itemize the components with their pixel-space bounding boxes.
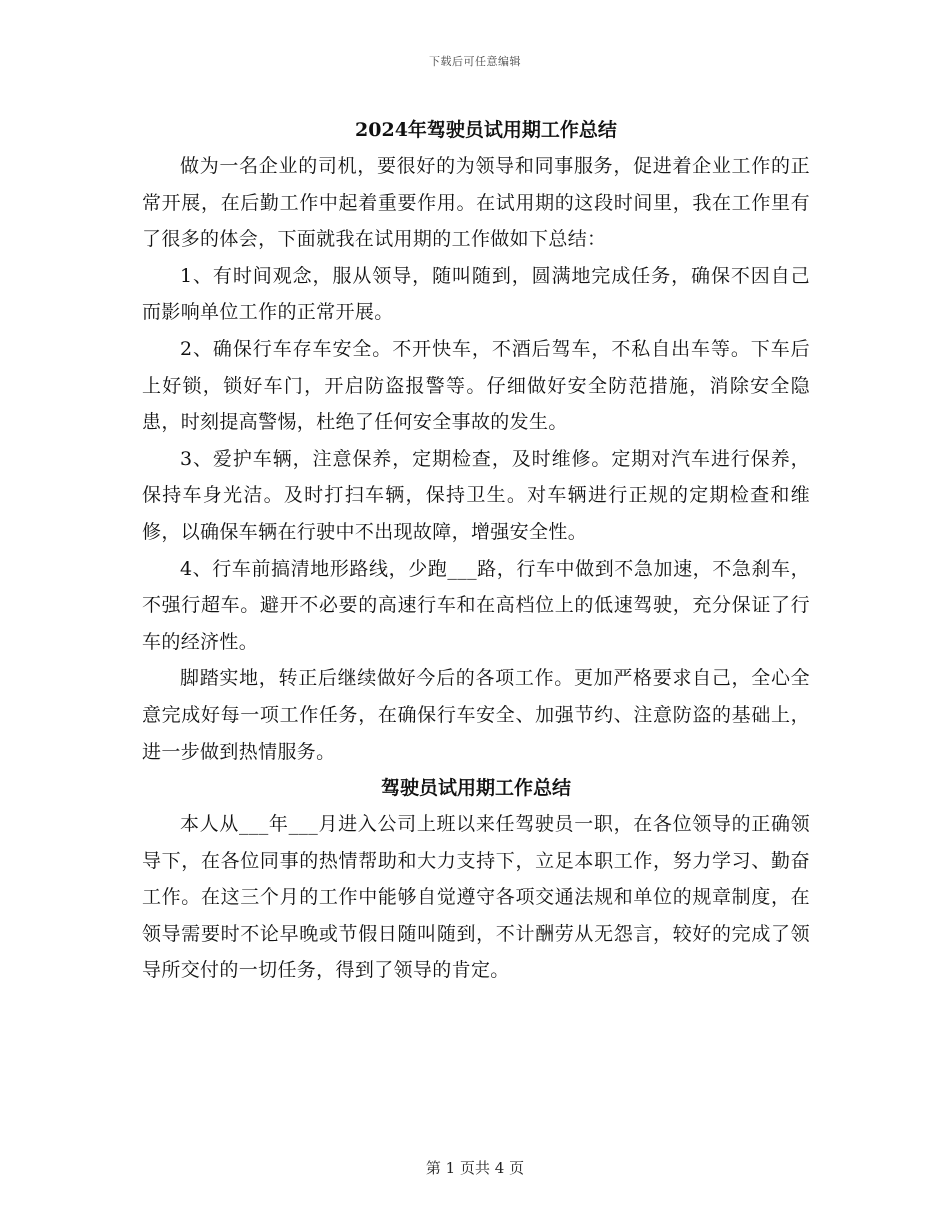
section-title: 驾驶员试用期工作总结	[380, 777, 571, 800]
paragraph-intro: 做为一名企业的司机，要很好的为领导和同事服务，促进着企业工作的正常开展，在后勤工作中起着重要作用。在试用期的这段时间里，我在工作里有了很多的体会，下面就我在试用期的工作做如下总结：	[142, 155, 810, 251]
paragraph-item-3: 3、爱护车辆，注意保养，定期检查，及时维修。定期对汽车进行保养，保持车身光洁。及时打扫车辆，保持卫生。对车辆进行正规的定期检查和维修，以确保车辆在行驶中不出现故障，增强安全性。	[142, 447, 810, 543]
document-title: 2024年驾驶员试用期工作总结	[355, 119, 617, 141]
page-number: 第 1 页共 4 页	[425, 1159, 525, 1177]
paragraph-item-2: 2、确保行车存车安全。不开快车，不酒后驾车，不私自出车等。下车后上好锁，锁好车门，开启防盗报警等。仔细做好安全防范措施，消除安全隐患，时刻提高警惕，杜绝了任何安全事故的发生。	[142, 337, 810, 434]
paragraph-section2-intro: 本人从___年___月进入公司上班以来任驾驶员一职，在各位领导的正确领导下，在各位同事的热情帮助和大力支持下，立足本职工作，努力学习、勤奋工作。在这三个月的工作中能够自觉遵守各项交通法规和单位的规章制度，在领导需要时不论早晚或节假日随叫随到，不计酬劳从无怨言，较好的完成了领导所交付的一切任务，得到了领导的肯定。	[142, 813, 810, 982]
document-body	[142, 112, 810, 989]
paragraph-conclusion: 脚踏实地，转正后继续做好今后的各项工作。更加严格要求自己，全心全意完成好每一项工作任务，在确保行车安全、加强节约、注意防盗的基础上，进一步做到热情服务。	[142, 667, 810, 763]
paragraph-item-4: 4、行车前搞清地形路线，少跑___路，行车中做到不急加速，不急刹车，不强行超车。避开不必要的高速行车和在高档位上的低速驾驶，充分保证了行车的经济性。	[142, 557, 810, 653]
paragraph-item-1: 1、有时间观念，服从领导，随叫随到，圆满地完成任务，确保不因自己而影响单位工作的正常开展。	[142, 264, 810, 324]
header-note: 下载后可任意编辑	[429, 55, 521, 68]
